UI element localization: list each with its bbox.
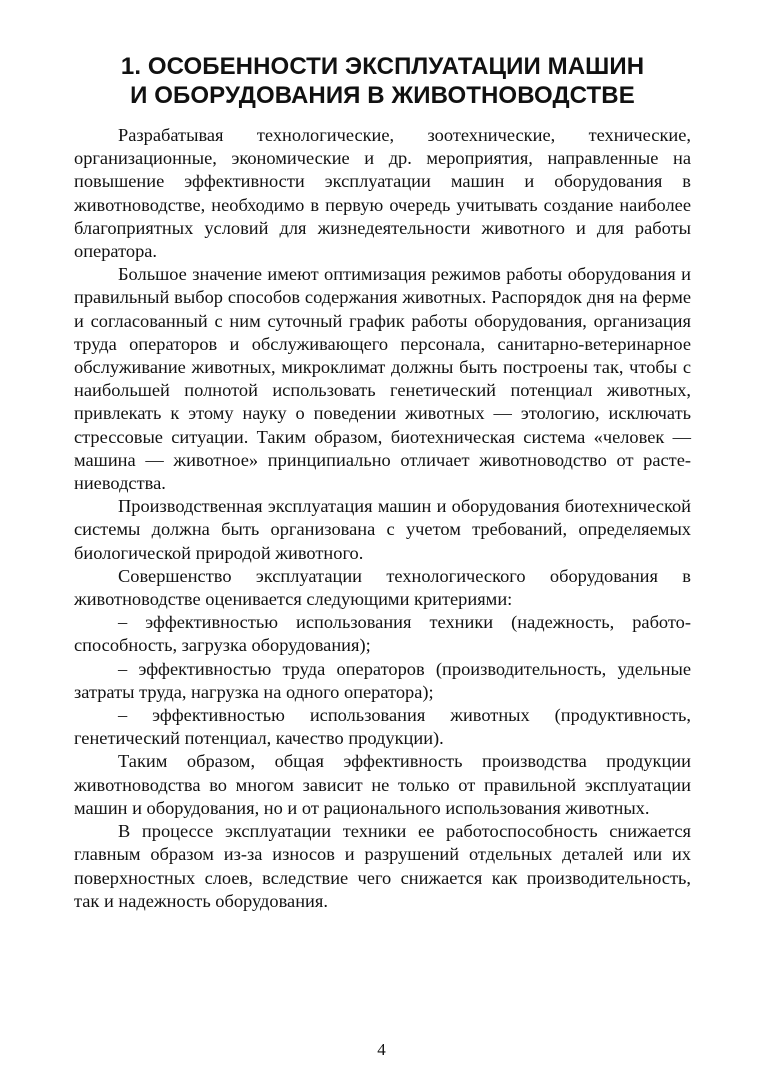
page-number: 4 [377, 1040, 386, 1059]
paragraph: В процессе эксплуатации техники ее работоспособность снижается главным образом из-за износов и разрушений отдельных деталей или их поверхностных слоев, вследствие чего снижается как производительность, так и надежность оборудования. [74, 821, 691, 911]
list-item: – эффективностью использования техники (надежность, работоспособность, загрузка оборудования); [74, 612, 691, 656]
paragraph: Совершенство эксплуатации технологического оборудования в животноводстве оценивается следующими критериями: [74, 565, 691, 610]
body-text [74, 124, 691, 913]
chapter-title [74, 52, 691, 110]
chapter-title-line-1: 1. ОСОБЕННОСТИ ЭКСПЛУАТАЦИИ МАШИН [120, 53, 645, 80]
chapter-title-line-2: И ОБОРУДОВАНИЯ В ЖИВОТНОВОДСТВЕ [130, 82, 635, 109]
paragraph: Разрабатывая технологические, зоотехнические, технические, организационные, экономические и др. мероприятия, направленные на повышение эффективности эксплуатации машин и оборудования в животноводстве, необходимо в первую очередь учитывать создание наиболее благоприятных условий для жизнедеятельности животного и для работы оператора. [74, 125, 691, 262]
list-item: – эффективностью труда операторов (производительность, удельные затраты труда, нагрузка на одного оператора); [74, 658, 691, 702]
paragraph: Большое значение имеют оптимизация режимов работы оборудования и правильный выбор способов содержания животных. Распорядок дня на ферме и согласованный с ним суточный график работы оборудования, организация труда операторов и обслуживающего персонала, санитарно-ветеринарное обслуживание животных, микроклимат должны быть построены так, чтобы с наибольшей полнотой использовать генетический потенциал животных, привлекать к этому науку о поведении животных — этологию, исключать стрессовые ситуации. Таким образом, биотехническая система «человек — машина — животное» принципиально отличает животноводство от растениеводства. [74, 264, 691, 494]
page-content [74, 52, 691, 913]
list-item: – эффективностью использования животных (продуктивность, генетический потенциал, качество продукции). [74, 705, 691, 749]
paragraph: Таким образом, общая эффективность производства продукции животноводства во многом зависит не только от правильной эксплуатации машин и оборудования, но и от рационального использования животных. [74, 751, 691, 818]
paragraph: Производственная эксплуатация машин и оборудования биотехнической системы должна быть организована с учетом требований, определяемых биологической природой животного. [74, 496, 691, 563]
